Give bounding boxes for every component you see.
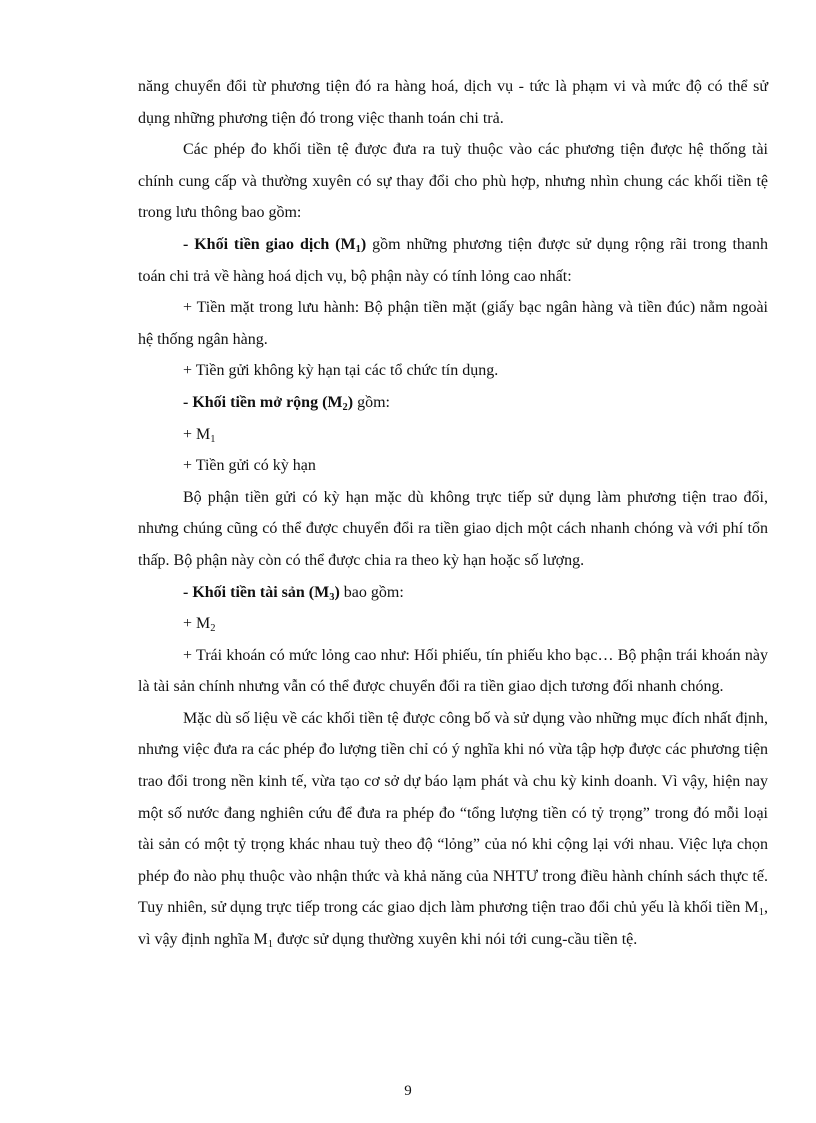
m3-heading: - Khối tiền tài sản $(M_3)$ (183, 583, 340, 603)
m2-item-m1: + $M_1$ (183, 425, 216, 445)
paragraph-measures-intro: Các phép đo khối tiền tệ được đưa ra tuỳ thuộc vào các phương tiện được hệ thống tài chính cung cấp và thường xuyên có sự thay đổi cho phù hợp, nhưng nhìn chung các khối tiền tệ trong lưu thông bao gồm: (138, 141, 768, 222)
paragraph-conclusion: Mặc dù số liệu về các khối tiền tệ được công bố và sử dụng vào những mục đích nhất định, nhưng việc đưa ra các phép đo lượng tiền chỉ có ý nghĩa khi nó vừa tập hợp được các phương tiện trao đổi trong nền kinh tế, vừa tạo cơ sở dự báo lạm phát và chu kỳ kinh doanh. Vì vậy, hiện nay một số nước đang nghiên cứu để đưa ra phép đo “tổng lượng tiền có tỷ trọng” trong đó mỗi loại tài sản có một tỷ trọng khác nhau tuỳ theo độ “lỏng” của nó khi cộng lại với nhau. Việc lựa chọn phép đo nào phụ thuộc vào nhận thức và khả năng của NHTƯ trong điều hành chính sách thực tế. Tuy nhiên, sử dụng trực tiếp trong các giao dịch làm phương tiện trao đổi chủ yếu là khối tiền $M_1$, vì vậy định nghĩa $M_1$ được sử dụng thường xuyên khi nói tới cung-cầu tiền tệ. (138, 709, 768, 951)
paragraph-continuation: năng chuyển đổi từ phương tiện đó ra hàng hoá, dịch vụ - tức là phạm vi và mức độ có thể sử dụng những phương tiện đó trong việc thanh toán chi trả. (138, 78, 768, 127)
m1-item-cash: + Tiền mặt trong lưu hành: Bộ phận tiền mặt (giấy bạc ngân hàng và tiền đúc) nằm ngoài hệ thống ngân hàng. (138, 299, 768, 348)
paragraph-m1 (138, 229, 768, 292)
m3-description: bao gồm: (339, 583, 404, 601)
paragraph-m2 (138, 387, 768, 419)
paragraph-m3 (138, 577, 768, 609)
page-body (138, 71, 768, 956)
m1-description: gồm những phương tiện được sử dụng rộng rãi trong thanh toán chi trả về hàng hoá dịch vụ, bộ phận này có tính lỏng cao nhất: (138, 235, 769, 285)
m3-item-bonds: + Trái khoán có mức lỏng cao như: Hối phiếu, tín phiếu kho bạc… Bộ phận trái khoán này là tài sản chính nhưng vẫn có thể được chuyển đổi ra tiền giao dịch tương đối nhanh chóng. (138, 646, 768, 696)
m1-item-demand-deposits: + Tiền gửi không kỳ hạn tại các tổ chức tín dụng. (183, 362, 499, 380)
page-number: 9 (404, 1083, 412, 1099)
paragraph-time-deposits: Bộ phận tiền gửi có kỳ hạn mặc dù không trực tiếp sử dụng làm phương tiện trao đổi, nhưng chúng cũng có thể được chuyển đổi ra tiền giao dịch một cách nhanh chóng và với phí tổn thấp. Bộ phận này còn có thể được chia ra theo kỳ hạn hoặc số lượng. (138, 488, 768, 569)
m2-heading: - Khối tiền mở rộng $(M_2)$ (183, 393, 354, 413)
m1-heading: - Khối tiền giao dịch $(M_1)$ (183, 235, 367, 255)
m2-description: gồm: (353, 393, 390, 411)
m2-item-time-deposits: + Tiền gửi có kỳ hạn (183, 457, 316, 475)
m3-item-m2: + $M_2$ (183, 615, 216, 635)
